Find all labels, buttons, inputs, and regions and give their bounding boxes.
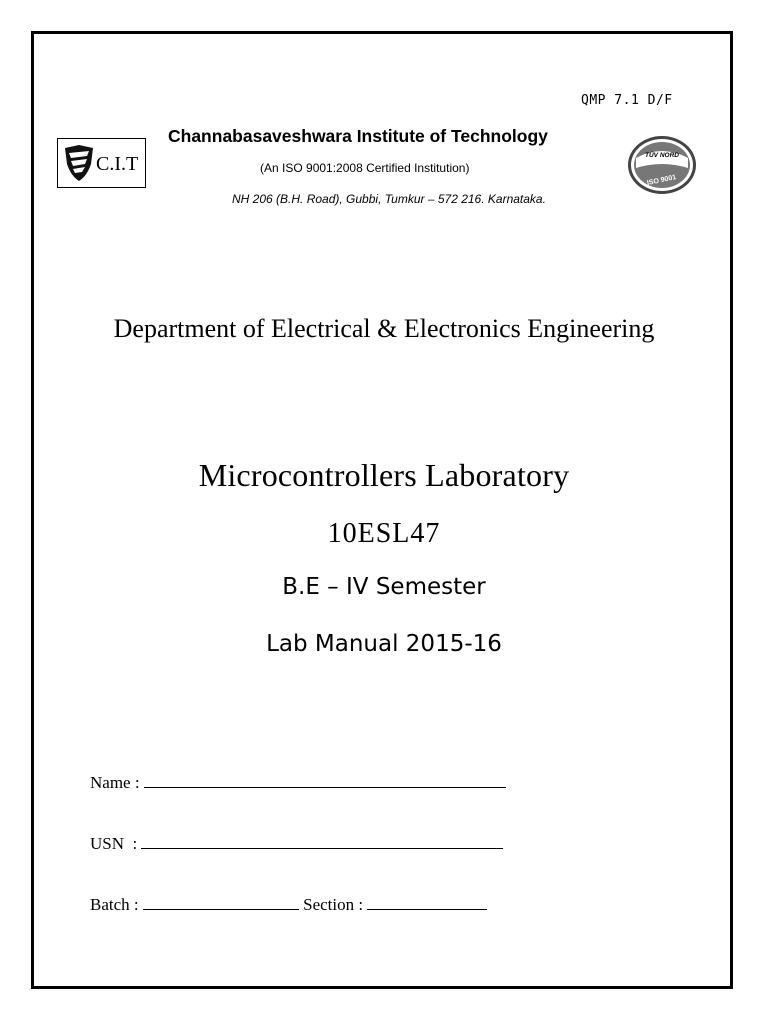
batch-section-row bbox=[90, 894, 487, 915]
section-label: Section : bbox=[303, 895, 364, 914]
course-code: 10ESL47 bbox=[327, 518, 441, 549]
batch-label: Batch : bbox=[90, 895, 139, 914]
logo-text: C.I.T bbox=[96, 153, 139, 175]
cit-logo bbox=[57, 138, 146, 188]
usn-field-row bbox=[90, 833, 503, 854]
seal-top-text: TÜV NORD bbox=[645, 152, 679, 159]
section-blank-line[interactable] bbox=[367, 894, 487, 910]
usn-blank-line[interactable] bbox=[141, 833, 503, 849]
name-blank-line[interactable] bbox=[144, 772, 506, 788]
certification-seal-icon bbox=[626, 134, 698, 196]
batch-blank-line[interactable] bbox=[143, 894, 299, 910]
seal-bottom-text: ISO 9001 bbox=[646, 174, 677, 188]
institution-address: NH 206 (B.H. Road), Gubbi, Tumkur – 572 216. Karnataka. bbox=[232, 192, 546, 206]
name-label: Name : bbox=[90, 773, 140, 792]
certification-note: (An ISO 9001:2008 Certified Institution) bbox=[260, 161, 470, 175]
department-name: Department of Electrical & Electronics Engineering bbox=[113, 314, 655, 343]
semester-label: B.E – IV Semester bbox=[282, 574, 486, 600]
lab-manual-label: Lab Manual 2015-16 bbox=[266, 631, 502, 657]
course-title: Microcontrollers Laboratory bbox=[198, 457, 570, 493]
shield-icon bbox=[63, 144, 95, 182]
form-code: QMP 7.1 D/F bbox=[581, 93, 673, 108]
name-field-row bbox=[90, 772, 506, 793]
usn-label: USN : bbox=[90, 834, 138, 853]
tuv-iso-seal bbox=[626, 134, 698, 201]
institution-name: Channabasaveshwara Institute of Technology bbox=[168, 126, 548, 146]
